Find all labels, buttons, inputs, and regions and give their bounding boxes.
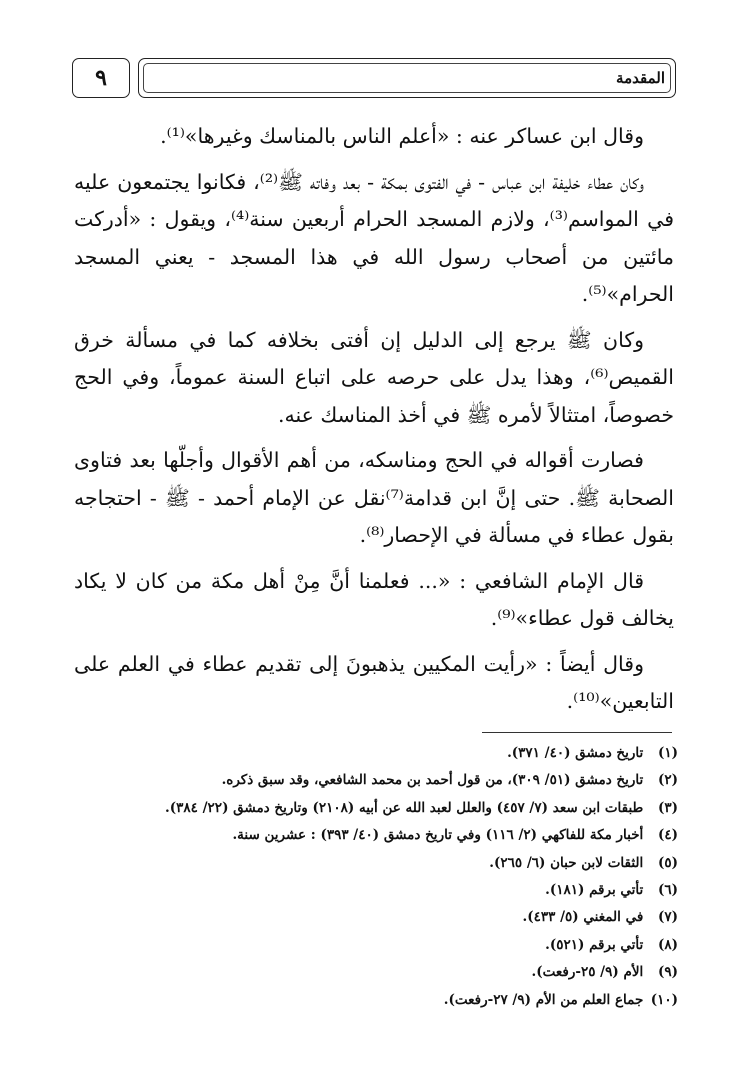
section-title: المقدمة	[138, 58, 676, 98]
footnote	[70, 740, 678, 767]
footnote	[70, 767, 678, 794]
footnote-text: في المغني (٥/ ٤٣٣).	[522, 909, 644, 926]
footnote-separator	[482, 732, 672, 733]
footnote	[70, 932, 678, 959]
footnote	[70, 959, 678, 986]
footnote-text: طبقات ابن سعد (٧/ ٤٥٧) والعلل لعبد الله عن أبيه (٢١٠٨) وتاريخ دمشق (٢٢/ ٣٨٤).	[165, 799, 644, 816]
footnote	[70, 987, 678, 1014]
footnote-number: (١٠)	[650, 991, 678, 1008]
footnote-number: (١)	[657, 745, 678, 761]
paragraph: فصارت أقواله في الحج ومناسكه، من أهم الأقوال وأجلّها بعد فتاوى الصحابة ﷺ. حتى إنَّ ابن قدامة⁽⁷⁾نقل عن الإمام أحمد - ﷺ - احتجاجه بقول عطاء في مسألة في الإحصار⁽⁸⁾.	[74, 448, 675, 547]
footnote-number: (٦)	[657, 882, 678, 899]
footnote-number: (٥)	[657, 854, 678, 871]
footnote-number: (٣)	[657, 799, 678, 816]
footnote	[70, 822, 678, 849]
footnote-text: تأتي برقم (١٨١).	[545, 882, 644, 899]
paragraph: وقال أيضاً : «رأيت المكيين يذهبونَ إلى تقديم عطاء في العلم على التابعين»⁽¹⁰⁾.	[74, 651, 674, 713]
footnote-text: تاريخ دمشق (٤٠/ ٣٧١).	[507, 745, 644, 761]
paragraph: وكان عطاء خليفة ابن عباس - في الفتوى بمكة - بعد وفاته ﷺ⁽²⁾، فكانوا يجتمعون عليه في المواسم⁽³⁾، ولازم المسجد الحرام أربعين سنة⁽⁴⁾، ويقول : «أدركت مائتين من أصحاب رسول الله في هذا المسجد - يعني المسجد الحرام»⁽⁵⁾.	[74, 169, 674, 306]
paragraph: وقال ابن عساكر عنه : «أعلم الناس بالمناسك وغيرها»⁽¹⁾.	[160, 124, 644, 148]
footnote-number: (٨)	[657, 936, 678, 953]
footnote-text: تأتي برقم (٥٢١).	[545, 936, 644, 953]
page-header	[72, 58, 676, 100]
footnote-text: الأم (٩/ ٢٥-رفعت).	[531, 964, 644, 981]
footnotes	[70, 740, 678, 1014]
main-text	[74, 118, 674, 729]
footnote	[70, 877, 678, 904]
footnote-text: جماع العلم من الأم (٩/ ٢٧-رفعت).	[443, 991, 644, 1008]
paragraph: وكان ﷺ يرجع إلى الدليل إن أفتى بخلافه كما في مسألة خرق القميص⁽⁶⁾، وهذا يدل على حرصه على اتباع السنة عموماً، وفي الحج خصوصاً، امتثالاً لأمره ﷺ في أخذ المناسك عنه.	[74, 327, 674, 427]
footnote-number: (٤)	[657, 827, 678, 844]
footnote-number: (٢)	[657, 772, 678, 789]
footnote-number: (٧)	[657, 909, 678, 926]
paragraph: قال الإمام الشافعي : «... فعلمنا أنَّ مِنْ أهل مكة من كان لا يكاد يخالف قول عطاء»⁽⁹⁾.	[74, 568, 674, 630]
footnote	[70, 904, 678, 931]
footnote-number: (٩)	[657, 964, 678, 981]
footnote-text: الثقات لابن حبان (٦/ ٢٦٥).	[489, 854, 644, 871]
footnote	[70, 795, 678, 822]
page-number: ٩	[72, 58, 130, 98]
footnote-text: تاريخ دمشق (٥١/ ٣٠٩)، من قول أحمد بن محمد الشافعي، وقد سبق ذكره.	[221, 772, 644, 789]
footnote-text: أخبار مكة للفاكهي (٢/ ١١٦) وفي تاريخ دمشق (٤٠/ ٣٩٣) : عشرين سنة.	[232, 827, 644, 844]
footnote	[70, 850, 678, 877]
